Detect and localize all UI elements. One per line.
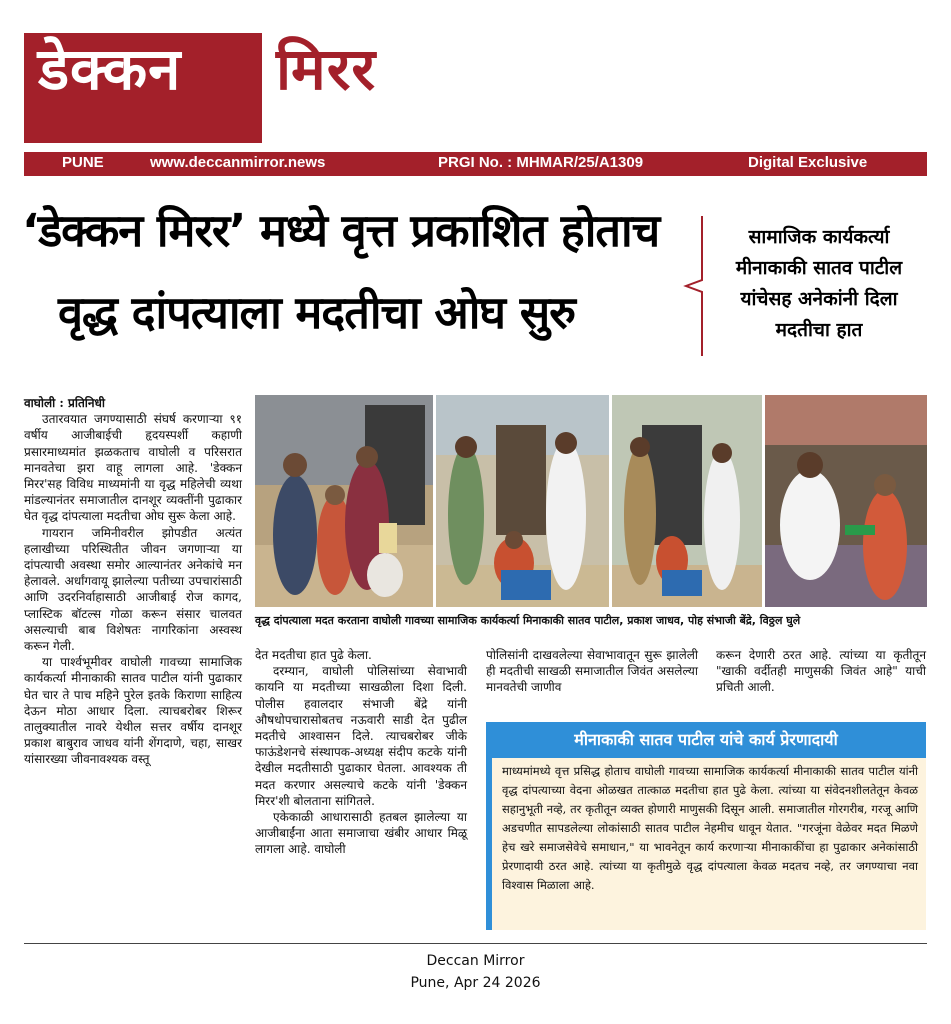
article-column-2	[255, 647, 467, 858]
masthead-title-part1: डेक्कन	[38, 35, 182, 103]
info-bar	[24, 152, 927, 176]
article-paragraph: पोलिसांनी दाखवलेल्या सेवाभावातून सुरू झालेली ही मदतीची साखळी समाजातील जिवंत असलेल्या मानवतेची जाणीव	[486, 648, 698, 695]
subhead-line1: सामाजिक कार्यकर्त्या	[748, 226, 890, 248]
article-paragraph: गायरान जमिनीवरील झोपडीत अत्यंत हलाखीच्या परिस्थितीत जीवन जगणाऱ्या या दांपत्याची अवस्था समोर आल्यानंतर अनेकांचे मन हेलावले. अर्धांगवायू झालेल्या पतीच्या उपचारांसाठी आणि उदरनिर्वाहासाठी आजीबाई रोज कागद, प्लास्टिक बॉटल्स गोळा करून संसार चालवत असल्याची बाब विशेषतः नागरिकांना अस्वस्थ करून गेली.	[24, 525, 242, 654]
digital-exclusive-label: Digital Exclusive	[748, 154, 868, 171]
dateline: वाघोली : प्रतिनिधी	[24, 396, 106, 410]
article-column-4	[716, 647, 926, 696]
city-label: PUNE	[62, 154, 104, 171]
prgi-number: PRGI No. : MHMAR/25/A1309	[438, 154, 644, 171]
article-paragraph: दरम्यान, वाघोली पोलिसांच्या सेवाभावी कायनि या मदतीच्या साखळीला दिशा दिली. पोलीस हवालदार संभाजी बेंद्रे यांनी औषधोपचारासोबतच नऊवारी साडी देत पुढील मदतीचे आश्वासन दिले. त्याचबरोबर जीके फाऊंडेशनचे संस्थापक-अध्यक्ष संदीप कटके यांनी देखील मदतीसाठी पुढाकार घेतला. आवश्यक ती मदत करणार असल्याचे कटके यांनी 'डेक्कन मिरर'शी बोलताना सांगितले.	[255, 664, 467, 808]
subheadline	[706, 222, 932, 346]
footer-divider	[24, 943, 927, 944]
website-link[interactable]: www.deccanmirror.news	[150, 154, 326, 171]
bracket-divider-icon	[682, 214, 704, 358]
article-paragraph: देत मदतीचा हात पुढे केला.	[255, 648, 372, 662]
article-paragraph: या पार्श्वभूमीवर वाघोली गावच्या सामाजिक कार्यकर्त्या मीनाकाकी सातव पाटील यांनी पुढाकार घेत चार ते पाच महिने पुरेल इतके किराणा साहित्य देऊन मोठा आधार दिला. त्याचबरोबर शिरूर तालुक्यातील नावरे येथील सत्तर वर्षीय दानशूर प्रकाश बाबुराव जाधव यांनी शेंगदाणे, चहा, साखर यांसारख्या जीवनावश्यक वस्तू	[24, 655, 242, 767]
sidebar-box-title: मीनाकाकी सातव पाटील यांचे कार्य प्रेरणादायी	[486, 722, 926, 758]
photo-strip	[255, 395, 927, 607]
article-paragraph: करून देणारी ठरत आहे. त्यांच्या या कृतीतून "खाकी वर्दीतही माणुसकी जिवंत आहे" याची प्रचिती आली.	[716, 648, 926, 695]
article-column-3	[486, 647, 698, 696]
photo-3	[612, 395, 762, 607]
article-paragraph: उतारवयात जगण्यासाठी संघर्ष करणाऱ्या ९१ वर्षीय आजीबाईची हृदयस्पर्शी कहाणी प्रसारमाध्यमांत झळकताच वाघोली व परिसरात मानवतेचा झरा वाहू लागला आहे. 'डेक्कन मिरर'सह विविध माध्यमांनी या वृद्ध महिलेची व्यथा मांडल्यानंतर समाजातील दानशूर व्यक्तींनी पुढाकार घेत वृद्ध दांपत्याला मदतीचा ओघ सुरू केला आहे.	[24, 412, 242, 524]
article-column-1	[24, 395, 242, 768]
photo-caption: वृद्ध दांपत्याला मदत करताना वाघोली गावच्या सामाजिक कार्यकर्त्या मिनाकाकी सातव पाटील, प्रकाश जाधव, पोह संभाजी बेंद्रे, विठ्ठल घुले	[255, 614, 801, 627]
footer-date: Pune, Apr 24 2026	[410, 975, 541, 991]
headline-line1: ‘डेक्कन मिरर’ मध्ये वृत्त प्रकाशित होताच	[22, 204, 660, 257]
photo-2	[436, 395, 609, 607]
sidebar-box-body: माध्यमांमध्ये वृत्त प्रसिद्ध होताच वाघोली गावच्या सामाजिक कार्यकर्त्या मीनाकाकी सातव पाटील यांनी वृद्ध दांपत्याच्या वेदना ओळखत तात्काळ मदतीचा हात पुढे केला. त्यांच्या या संवेदनशीलतेतून केवळ सहानुभूती नव्हे, तर कृतीतून व्यक्त होणारी माणुसकी दिसून आली. समाजातील गोरगरीब, गरजू आणि अडचणीत सापडलेल्या लोकांसाठी सातव पाटील नेहमीच धावून येतात. "गरजूंना वेळेवर मदत मिळणे हेच खरे समाजसेवेचे समाधान," या भावनेतून कार्य करणाऱ्या मीनाकाकींचा हा पुढाकार अनेकांसाठी प्रेरणादायी ठरत आहे. त्यांच्या या कृतीमुळे वृद्ध दांपत्याला केवळ मदतच नव्हे, तर जगण्याचा नवा विश्वास मिळाला आहे.	[486, 758, 926, 930]
subhead-line4: मदतीचा हात	[775, 319, 863, 341]
article-paragraph: एकेकाळी आधारासाठी हतबल झालेल्या या आजीबाईंना आता समाजाचा खंबीर आधार मिळू लागला आहे. वाघोली	[255, 810, 467, 857]
subhead-line2: मीनाकाकी सातव पाटील	[735, 257, 903, 279]
masthead-title-part2: मिरर	[276, 35, 377, 103]
photo-4	[765, 395, 927, 607]
subhead-line3: यांचेसह अनेकांनी दिला	[740, 288, 898, 310]
headline-line2: वृद्ध दांपत्याला मदतीचा ओघ सुरु	[58, 286, 576, 339]
footer-publication: Deccan Mirror	[426, 953, 525, 969]
photo-1	[255, 395, 433, 607]
